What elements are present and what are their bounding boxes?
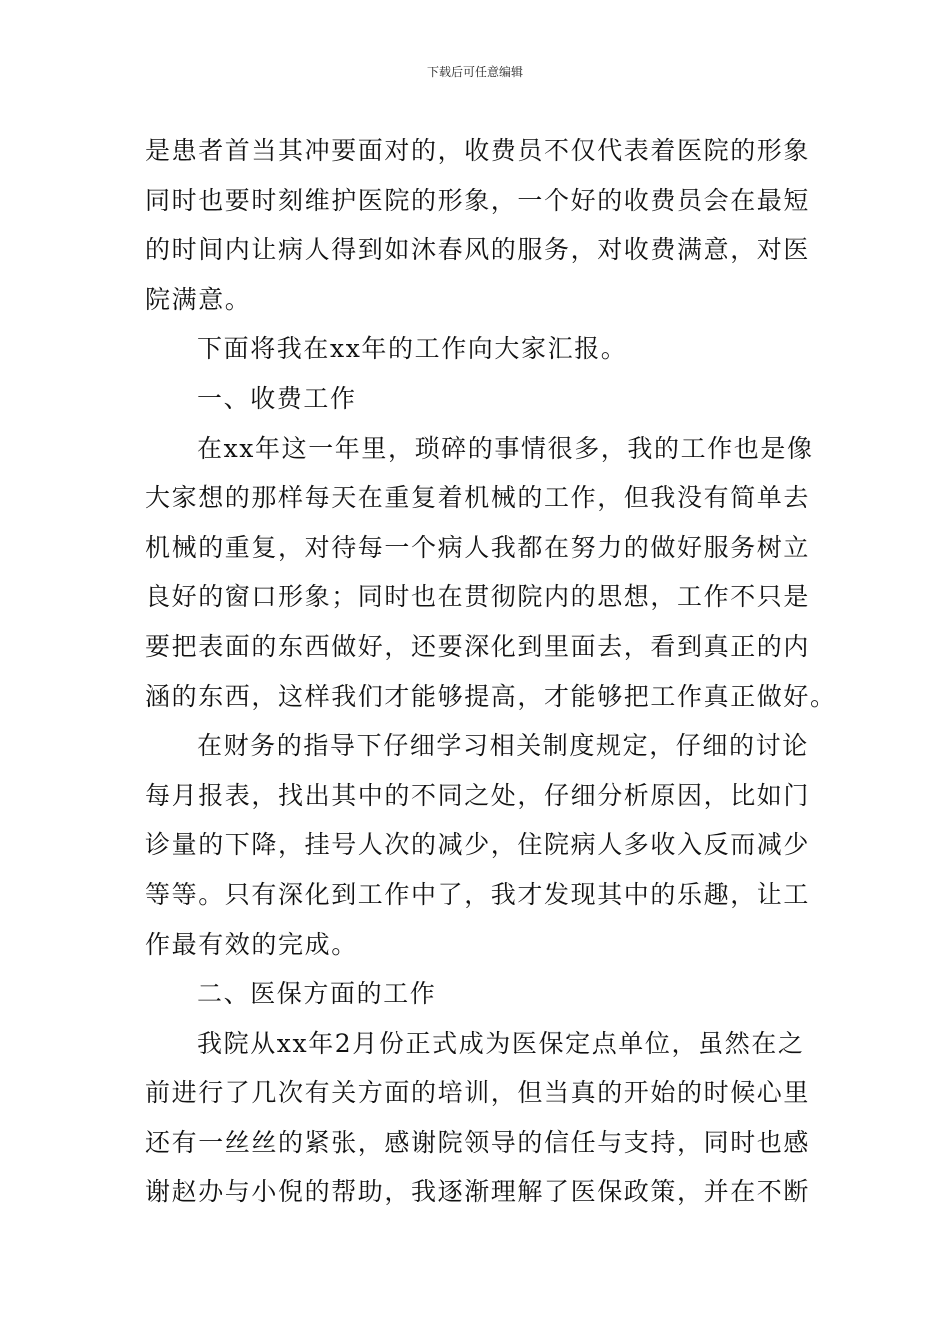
text-line: 院满意。 [145,284,252,314]
text-line: 要把表面的东西做好，还要深化到里面去，看到真正的内 [145,631,811,661]
paragraph-start: 我院从xx年2月份正式成为医保定点单位，虽然在之 [197,1028,805,1058]
text-line: 良好的窗口形象；同时也在贯彻院内的思想，工作不只是 [145,582,811,612]
text-line: 等等。只有深化到工作中了，我才发现其中的乐趣，让工 [145,879,811,909]
paragraph-start: 在财务的指导下仔细学习相关制度规定，仔细的讨论 [197,731,809,761]
paragraph-start: 在xx年这一年里，琐碎的事情很多，我的工作也是像 [197,433,814,463]
section-heading: 一、收费工作 [197,383,357,413]
text-line: 机械的重复，对待每一个病人我都在努力的做好服务树立 [145,532,811,562]
text-line: 诊量的下降，挂号人次的减少，住院病人多收入反而减少 [145,830,811,860]
text-line: 作最有效的完成。 [145,929,358,959]
text-line: 还有一丝丝的紧张，感谢院领导的信任与支持，同时也感 [145,1127,811,1157]
text-line: 谢赵办与小倪的帮助，我逐渐理解了医保政策，并在不断 [145,1177,811,1207]
document-body [145,126,837,1217]
text-line: 是患者首当其冲要面对的，收费员不仅代表着医院的形象 [145,136,811,165]
text-line: 的时间内让病人得到如沐春风的服务，对收费满意，对医 [145,235,811,265]
text-line: 前进行了几次有关方面的培训，但当真的开始的时候心里 [145,1078,811,1108]
section-heading: 二、医保方面的工作 [197,979,437,1009]
paragraph-start: 下面将我在xx年的工作向大家汇报。 [197,334,628,364]
text-line: 涵的东西，这样我们才能够提高，才能够把工作真正做好。 [145,681,837,711]
text-line: 同时也要时刻维护医院的形象，一个好的收费员会在最短 [145,185,811,215]
text-line: 每月报表，找出其中的不同之处，仔细分析原因，比如门 [145,780,811,810]
text-line: 大家想的那样每天在重复着机械的工作，但我没有简单去 [145,483,811,513]
page-header: 下载后可任意编辑 [426,65,523,79]
